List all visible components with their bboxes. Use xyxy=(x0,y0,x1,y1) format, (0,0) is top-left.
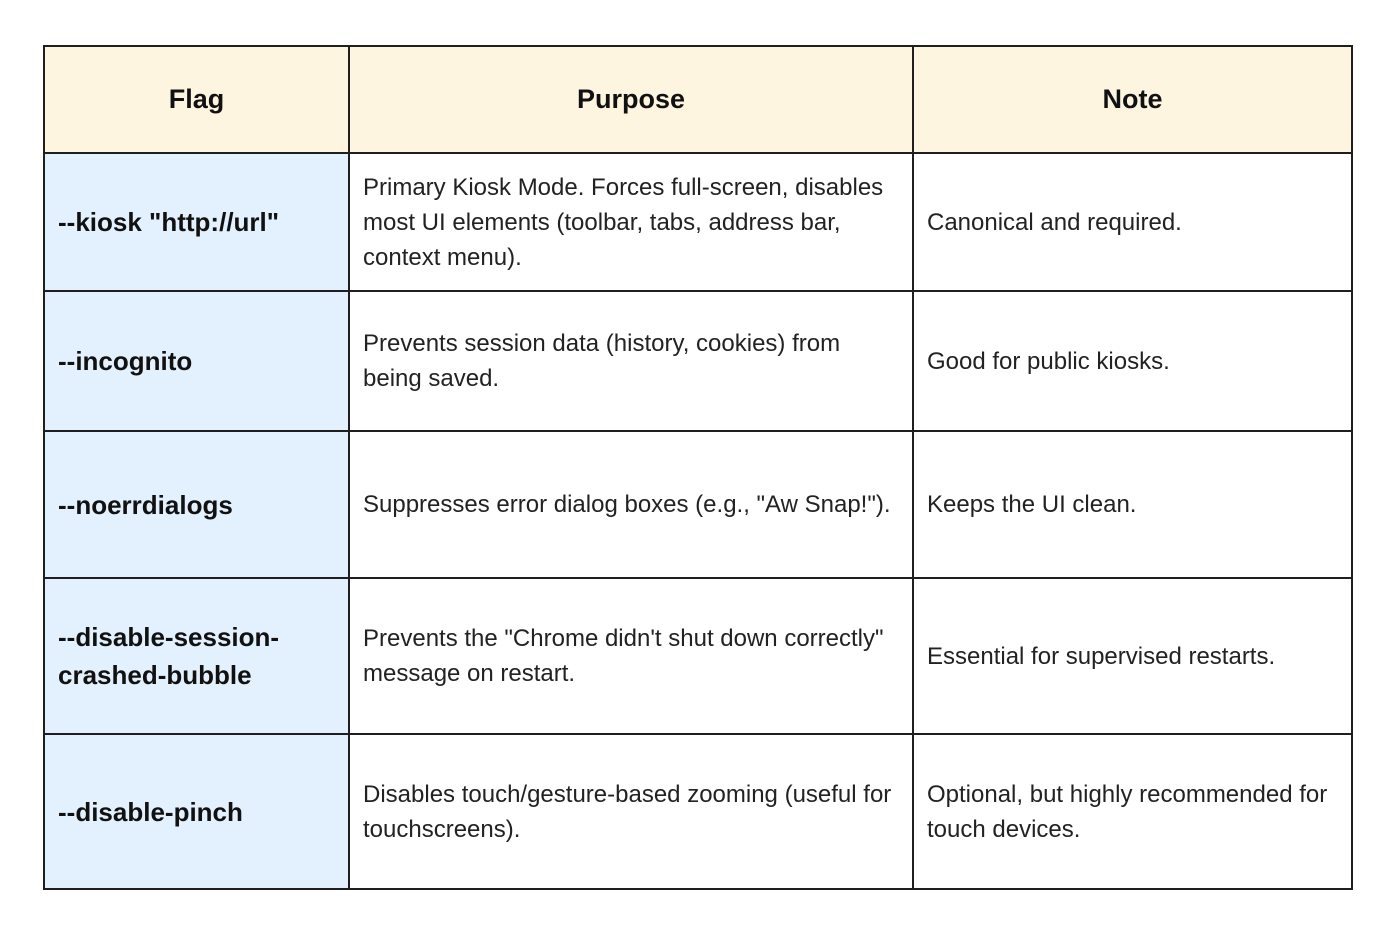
purpose-cell: Disables touch/gesture-based zooming (useful for touchscreens). xyxy=(349,734,913,889)
note-cell: Essential for supervised restarts. xyxy=(913,578,1352,734)
table-row xyxy=(44,291,1352,431)
flag-cell: --noerrdialogs xyxy=(44,431,349,578)
flag-cell: --disable-session-crashed-bubble xyxy=(44,578,349,734)
purpose-cell: Primary Kiosk Mode. Forces full-screen, disables most UI elements (toolbar, tabs, address bar, context menu). xyxy=(349,153,913,291)
flag-cell: --disable-pinch xyxy=(44,734,349,889)
purpose-cell: Suppresses error dialog boxes (e.g., "Aw Snap!"). xyxy=(349,431,913,578)
table-header-row xyxy=(44,46,1352,153)
flag-cell: --incognito xyxy=(44,291,349,431)
note-cell: Keeps the UI clean. xyxy=(913,431,1352,578)
note-cell: Optional, but highly recommended for touch devices. xyxy=(913,734,1352,889)
header-note: Note xyxy=(913,46,1352,153)
table-row xyxy=(44,578,1352,734)
flags-table xyxy=(43,45,1353,890)
purpose-cell: Prevents session data (history, cookies) from being saved. xyxy=(349,291,913,431)
header-flag: Flag xyxy=(44,46,349,153)
header-purpose: Purpose xyxy=(349,46,913,153)
table-row xyxy=(44,734,1352,889)
flag-cell: --kiosk "http://url" xyxy=(44,153,349,291)
note-cell: Good for public kiosks. xyxy=(913,291,1352,431)
table-row xyxy=(44,431,1352,578)
purpose-cell: Prevents the "Chrome didn't shut down correctly" message on restart. xyxy=(349,578,913,734)
table-row xyxy=(44,153,1352,291)
note-cell: Canonical and required. xyxy=(913,153,1352,291)
